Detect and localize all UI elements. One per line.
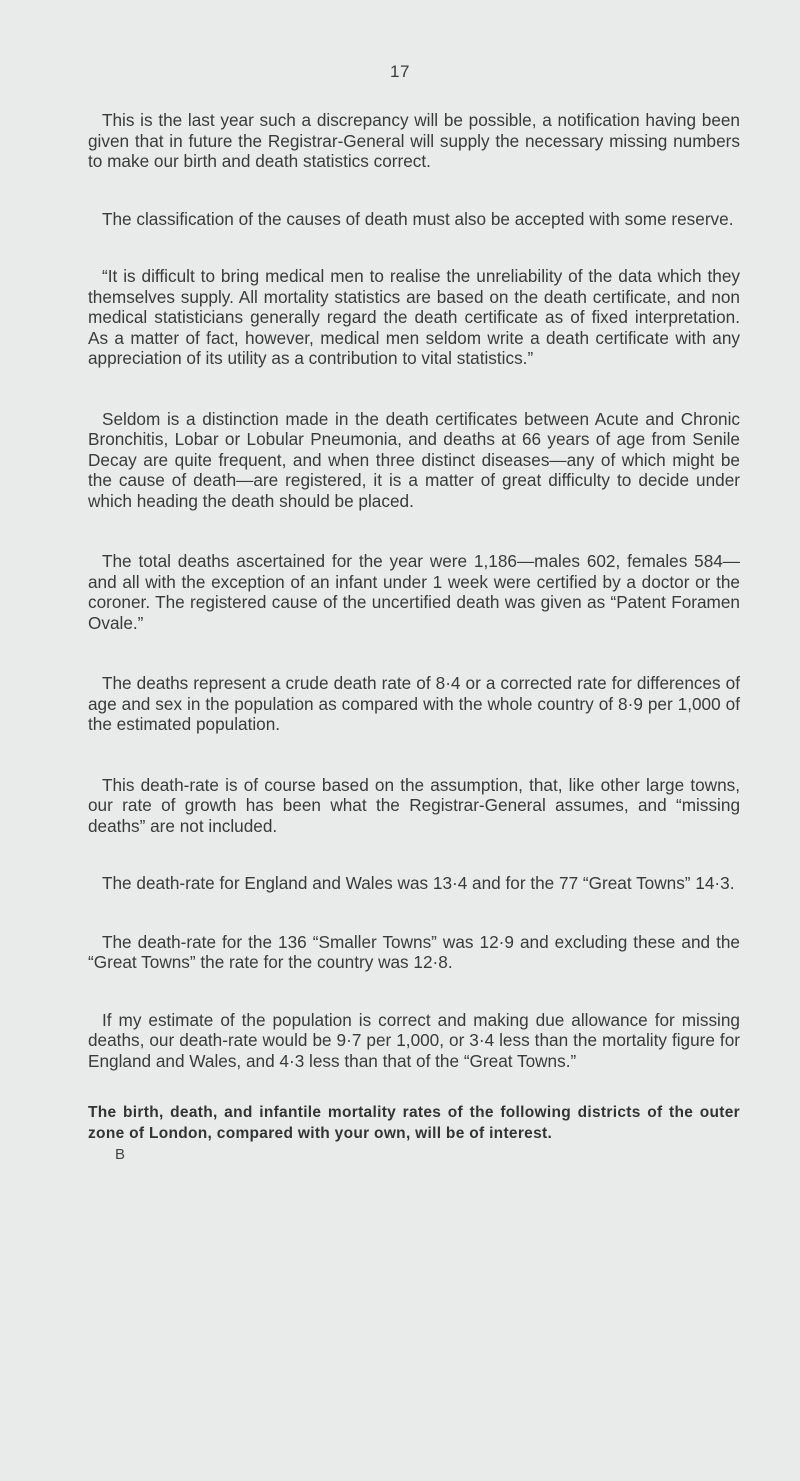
paragraph-distinction: Seldom is a distinction made in the death certificates between Acute and Chronic Bronchitis, Lobar or Lobular Pneumonia, and deaths at 66 years of age from Senile Decay are quite frequent, and when three distinct diseases—any of which might be the cause of death—are registered, it is a matter of great difficulty to decide under which heading the death should be placed. [88, 408, 740, 511]
document-body [88, 110, 740, 1163]
page-number: 17 [390, 62, 410, 81]
paragraph-estimate: If my estimate of the population is correct and making due allowance for missing deaths, our death-rate would be 9·7 per 1,000, or 3·4 less than the mortality figure for England and Wales, and 4·3 less than that of the “Great Towns.” [88, 1009, 740, 1071]
paragraph-smaller-towns-rate: The death-rate for the 136 “Smaller Towns” was 12·9 and excluding these and the “Great Towns” the rate for the country was 12·8. [88, 931, 740, 972]
paragraph-classification: The classification of the causes of death must also be accepted with some reserve. [102, 208, 734, 229]
closing-statement: The birth, death, and infantile mortality rates of the following districts of the outer zone of London, compared with your own, will be of interest. [88, 1104, 740, 1142]
paragraph-discrepancy: This is the last year such a discrepancy will be possible, a notification having been given that in future the Registrar-General will supply the necessary missing numbers to make our birth and death statistics correct. [88, 110, 740, 171]
paragraph-crude-death-rate: The deaths represent a crude death rate of 8·4 or a corrected rate for differences of age and sex in the population as compared with the whole country of 8·9 per 1,000 of the estimated population. [88, 673, 740, 734]
signature-mark: B [115, 1146, 126, 1163]
paragraph-total-deaths: The total deaths ascertained for the year were 1,186—males 602, females 584—and all with the exception of an infant under 1 week were certified by a doctor or the coroner. The registered cause of the uncertified death was given as “Patent Foramen Ovale.” [88, 551, 740, 633]
paragraph-assumption: This death-rate is of course based on the assumption, that, like other large towns, our rate of growth has been what the Registrar-General assumes, and “missing deaths” are not included. [88, 774, 740, 836]
paragraph-england-wales-rate: The death-rate for England and Wales was 13·4 and for the 77 “Great Towns” 14·3. [102, 873, 735, 893]
paragraph-quotation: “It is difficult to bring medical men to realise the unreliability of the data which they themselves supply. All mortality statistics are based on the death certificate, and non medical statisticians generally regard the death certificate as of fixed interpretation. As a matter of fact, however, medical men seldom write a death certificate with any appreciation of its utility as a contribution to vital statistics.” [88, 266, 740, 368]
